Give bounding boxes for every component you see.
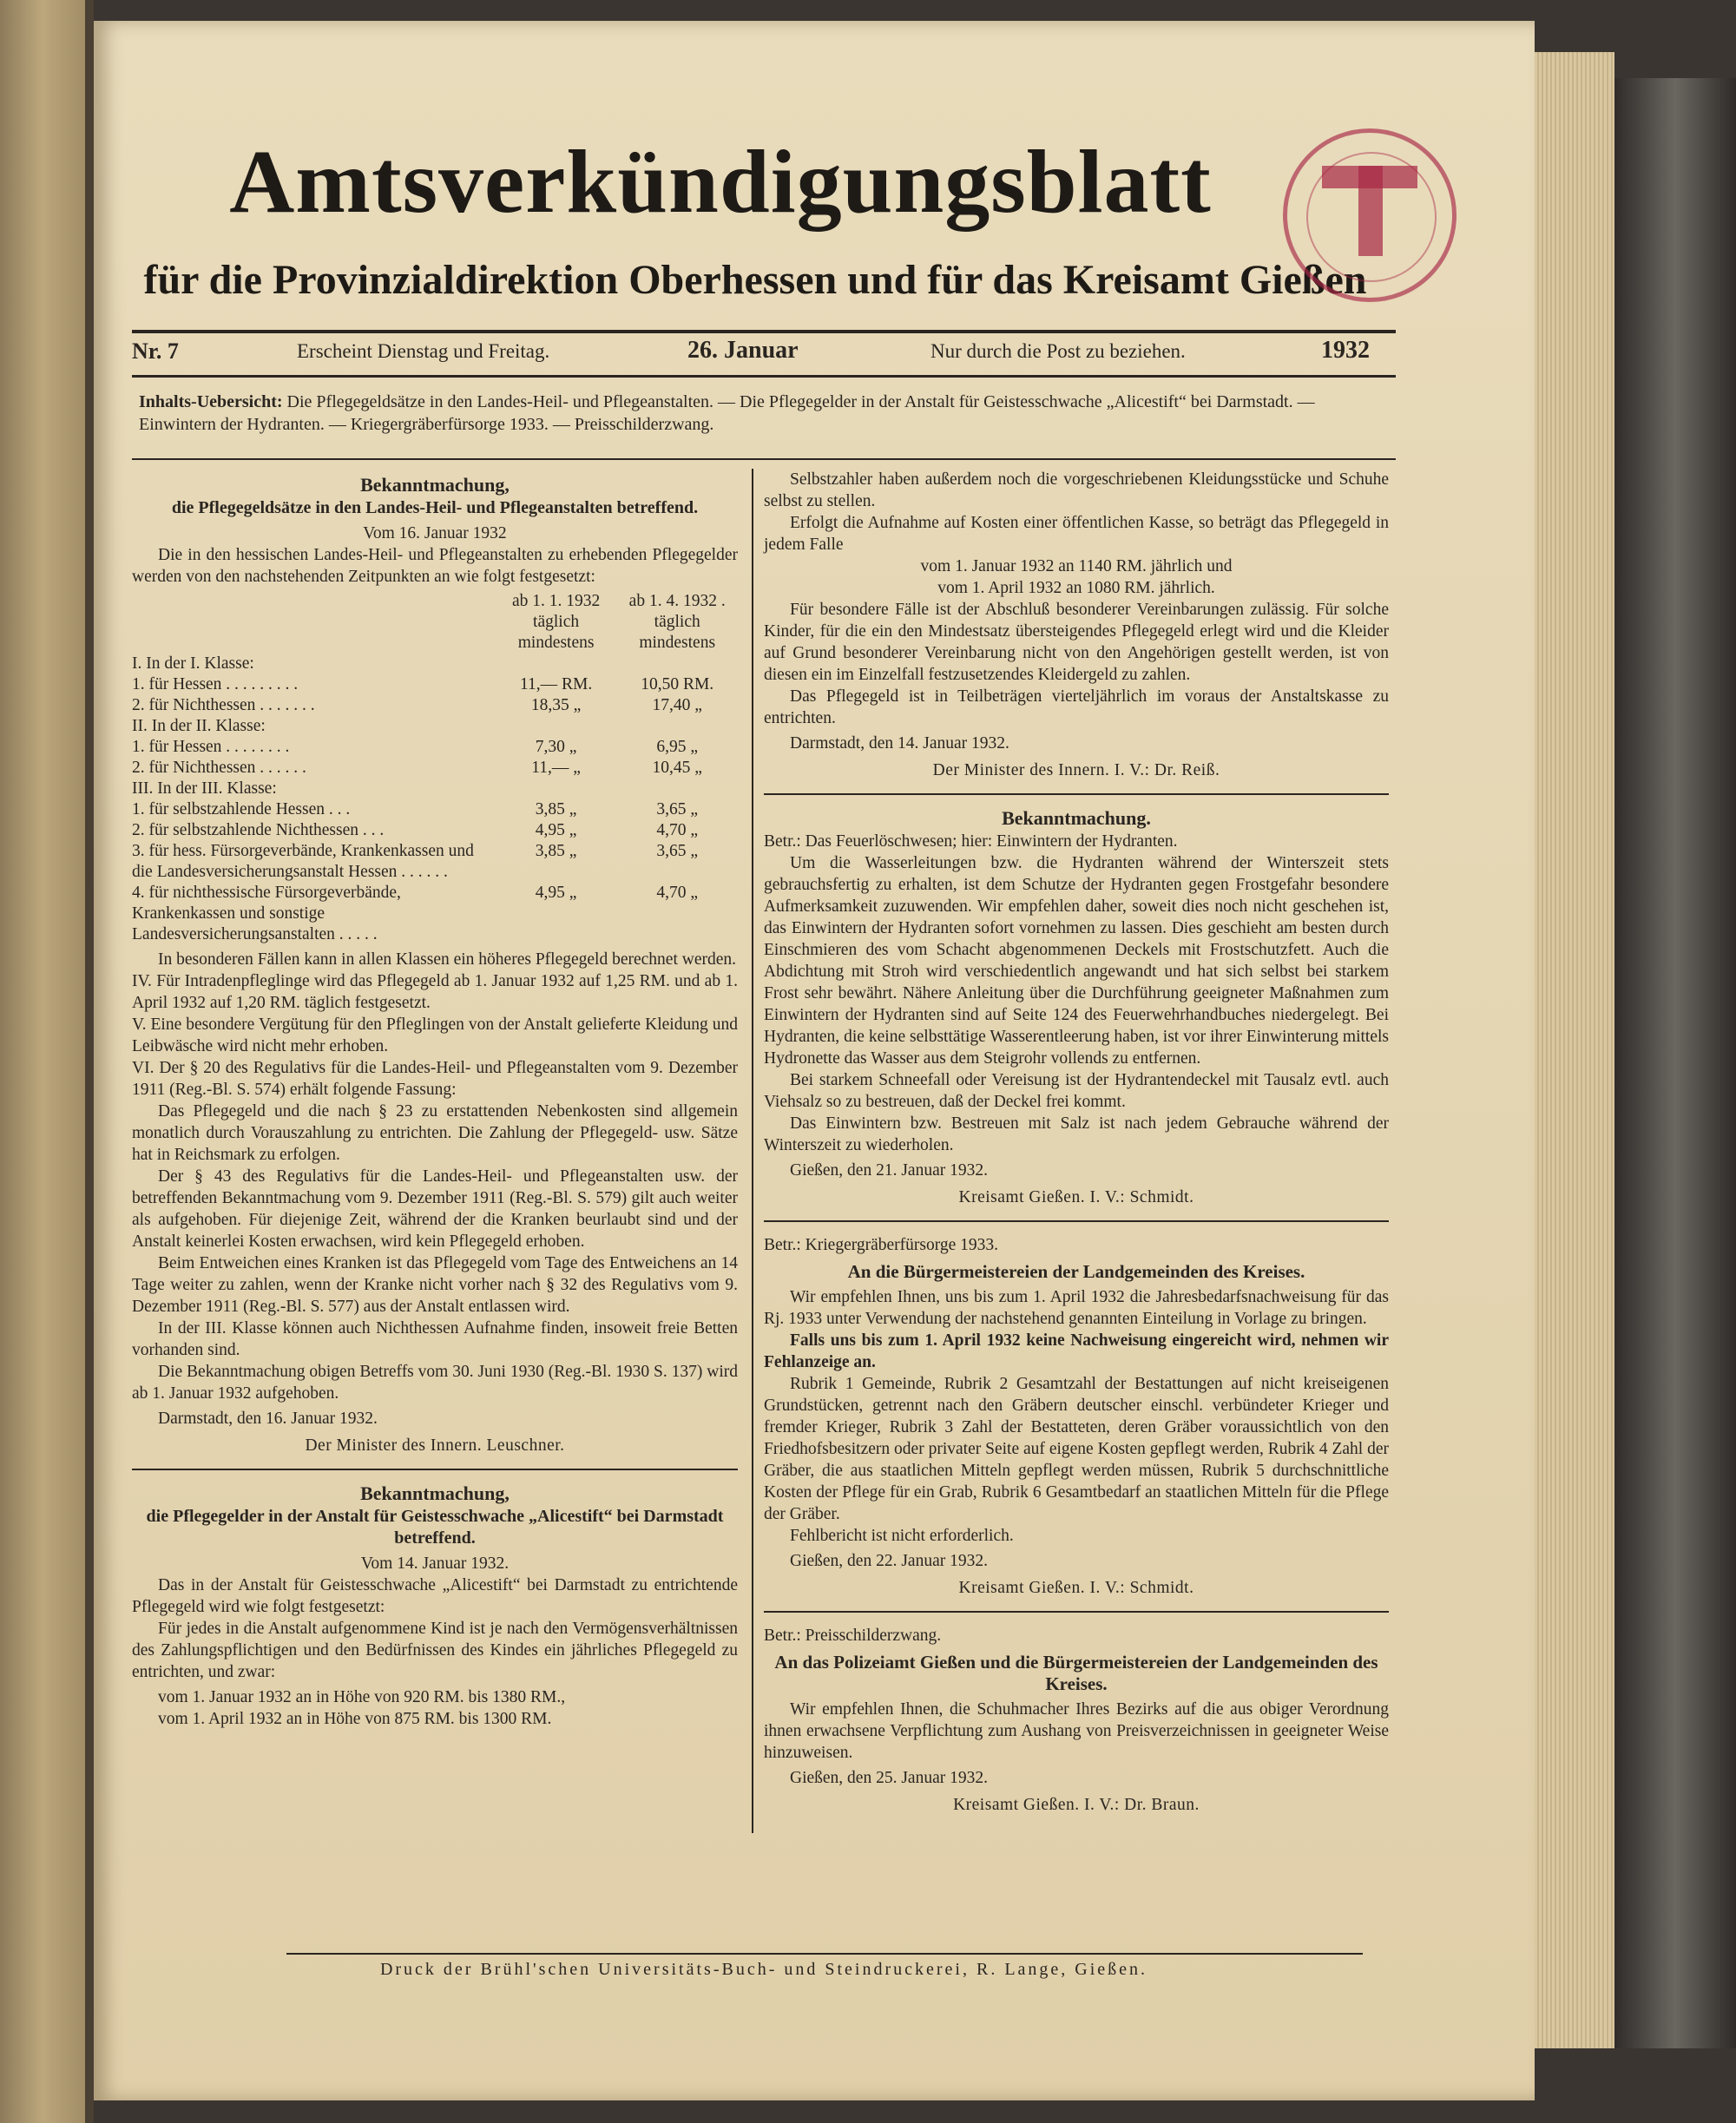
notice3-signature: Kreisamt Gießen. I. V.: Schmidt.	[958, 1188, 1194, 1206]
tariff-value-1932-01: 18,35 „	[530, 696, 582, 714]
notice4-subject: Betr.: Kriegergräberfürsorge 1933.	[764, 1236, 999, 1254]
notice2-rate1: vom 1. Januar 1932 an in Höhe von 920 RM. bis 1380 RM.,	[158, 1688, 566, 1706]
issue-distribution: Nur durch die Post zu beziehen.	[930, 340, 1186, 362]
issue-frequency: Erscheint Dienstag und Freitag.	[297, 340, 550, 362]
tariff-row	[132, 654, 738, 674]
notice4-p1: Wir empfehlen Ihnen, uns bis zum 1. April 1932 die Jahresbedarfsnachweisung für das Rj. 1933 unter Verwendung der nachstehend genannten Einteilung in Vorlage zu bringen.	[764, 1288, 1389, 1328]
cont-p4: Das Pflegegeld ist in Teilbeträgen vierteljährlich im voraus der Anstaltskasse zu entrichten.	[764, 687, 1389, 727]
tariff-value-1932-04	[616, 654, 738, 674]
notice1-date: Vom 16. Januar 1932	[363, 524, 507, 542]
notice1-vi-p1: Das Pflegegeld und die nach § 23 zu erstattenden Nebenkosten sind allgemein monatlich durch Vorauszahlung zu entrichten. Die Zahlung der Pflegegeld- usw. Sätze hat in Reichsmark zu erfolgen.	[132, 1102, 738, 1164]
notice4-place-date: Gießen, den 22. Januar 1932.	[790, 1552, 988, 1570]
tariff-value-1932-04: 6,95 „	[656, 738, 699, 756]
facing-page	[0, 0, 94, 2123]
tariff-value-1932-01	[496, 716, 617, 737]
masthead-rule-top	[132, 330, 1396, 333]
tariff-row	[132, 799, 738, 820]
notice-divider	[764, 1220, 1389, 1222]
tariff-value-1932-04: 3,65 „	[656, 800, 699, 818]
tariff-row	[132, 716, 738, 737]
tariff-col1-header: ab 1. 1. 1932 täglich mindestens	[511, 592, 601, 652]
notice1-heading: Bekanntmachung,	[360, 474, 510, 496]
notice3-p1: Um die Wasserleitungen bzw. die Hydranten während der Winterszeit stets gebrauchsfertig zu erhalten, ist dem Schutze der Hydranten gegen Frostgefahr besondere Aufmerksamkeit zuzuwenden. Wir empfehlen daher, soweit dies noch nicht geschehen ist, das Einwintern der Hydranten sofort vornehmen zu lassen. Dies geschieht am besten durch Einschmieren des vom Schacht abgenommenen Deckels mit Frostschutzfett. Auch die Abdichtung mit Stroh wird verschiedentlich angewandt und hat sich selbst bei starkem Frost sehr bewährt. Nähere Anleitung über die Durchführung geeigneter Maßnahmen zum Einwintern der Hydranten sind auf Seite 124 des Feuerwehrhandbuches niedergelegt. Bei Hydranten, die keine selbsttätige Wasserentleerung haben, ist vor ihrer Einwinterung mittels Hydronette das Wasser aus dem Steigrohr vollends zu entfernen.	[764, 854, 1389, 1068]
notice-divider	[764, 793, 1389, 795]
notice5-signature: Kreisamt Gießen. I. V.: Dr. Braun.	[953, 1796, 1200, 1814]
tariff-label: III. In der III. Klasse:	[132, 779, 277, 798]
cont-rate1: vom 1. Januar 1932 an 1140 RM. jährlich und	[920, 557, 1233, 575]
tariff-value-1932-04	[616, 779, 738, 799]
cont-place-date: Darmstadt, den 14. Januar 1932.	[790, 734, 1009, 753]
tariff-label: 2. für selbstzahlende Nichthessen . . .	[132, 821, 385, 839]
masthead-rule-bottom	[132, 375, 1396, 378]
cont-p3: Für besondere Fälle ist der Abschluß besonderer Vereinbarungen zulässig. Für solche Kinder, für die ein den Mindestsatz übersteigendes Pflegegeld erlegt wird und die Kleider auf Grund besonderer Vereinbarung nicht von den Angehörigen gestellt werden, ist von diesen ein im Einzelfall festzusetzendes Kleidergeld zu zahlen.	[764, 601, 1389, 684]
notice2-p1: Das in der Anstalt für Geistesschwache „Alicestift“ bei Darmstadt zu entrichtende Pflegegeld wird wie folgt festgesetzt:	[132, 1576, 738, 1616]
table-of-contents	[139, 391, 1389, 436]
tariff-value-1932-01	[496, 654, 617, 674]
tariff-value-1932-01: 11,— RM.	[519, 675, 593, 693]
notice4-p2: Falls uns bis zum 1. April 1932 keine Nachweisung eingereicht wird, nehmen wir Fehlanzeige an.	[764, 1331, 1389, 1371]
tariff-table	[132, 591, 738, 945]
tariff-label: 3. für hess. Fürsorgeverbände, Krankenkassen und die Landesversicherungsanstalt Hessen . . . . . .	[132, 842, 474, 881]
notice4-p4: Fehlbericht ist nicht erforderlich.	[790, 1527, 1014, 1545]
book-binding	[1614, 78, 1736, 2048]
tariff-value-1932-01: 3,85 „	[535, 800, 577, 818]
notice2-date: Vom 14. Januar 1932.	[360, 1554, 510, 1573]
tariff-row	[132, 779, 738, 799]
notice2-p2: Für jedes in die Anstalt aufgenommene Kind ist je nach den Vermögensverhältnissen des Zahlungspflichtigen und den Bedürfnissen des Kindes ein jährliches Pflegegeld zu entrichten, und zwar:	[132, 1620, 738, 1681]
toc-text: Die Pflegegeldsätze in den Landes-Heil- und Pflegeanstalten. — Die Pflegegelder in der Anstalt für Geistesschwache „Alicestift“ bei Darmstadt. — Einwintern der Hydranten. — Kriegergräberfürsorge 1933. — Preisschilderzwang.	[139, 392, 1315, 434]
notice1-signature: Der Minister des Innern. Leuschner.	[305, 1436, 565, 1455]
issue-date: 26. Januar	[687, 337, 799, 364]
tariff-row	[132, 695, 738, 716]
printer-imprint: Druck der Brühl'schen Universitäts-Buch- und Steindruckerei, R. Lange, Gießen.	[379, 1960, 1148, 1979]
tariff-value-1932-01: 4,95 „	[535, 821, 577, 839]
notice1-special: In besonderen Fällen kann in allen Klassen ein höheres Pflegegeld berechnet werden.	[158, 950, 737, 969]
tariff-label: 1. für selbstzahlende Hessen . . .	[132, 800, 351, 818]
notice3-heading: Bekanntmachung.	[1002, 807, 1151, 829]
tariff-value-1932-01: 4,95 „	[535, 884, 577, 902]
notice1-place-date: Darmstadt, den 16. Januar 1932.	[158, 1410, 378, 1428]
issue-number: Nr. 7	[132, 338, 179, 364]
tariff-value-1932-04: 17,40 „	[652, 696, 702, 714]
tariff-label: I. In der I. Klasse:	[132, 654, 254, 673]
tariff-value-1932-04: 4,70 „	[656, 821, 699, 839]
notice5-subject: Betr.: Preisschilderzwang.	[764, 1627, 942, 1645]
notice3-p3: Das Einwintern bzw. Bestreuen mit Salz ist nach jedem Gebrauche während der Winterszeit zu wiederholen.	[764, 1114, 1389, 1154]
notice1-vi-p4: In der III. Klasse können auch Nichthessen Aufnahme finden, insoweit freie Betten vorhanden sind.	[132, 1319, 738, 1359]
tariff-row	[132, 737, 738, 758]
tariff-value-1932-01	[496, 779, 617, 799]
cont-signature: Der Minister des Innern. I. V.: Dr. Reiß.	[932, 761, 1220, 779]
tariff-value-1932-01: 3,85 „	[535, 842, 577, 860]
tariff-row	[132, 674, 738, 695]
tariff-value-1932-04: 3,65 „	[656, 842, 699, 860]
issue-year: 1932	[1321, 337, 1370, 364]
tariff-row	[132, 820, 738, 841]
page-stack-edge	[1535, 52, 1614, 2048]
notice5-heading: An das Polizeiamt Gießen und die Bürgermeistereien der Landgemeinden des Kreises.	[774, 1652, 1378, 1694]
notice3-p2: Bei starkem Schneefall oder Vereisung ist der Hydrantendeckel mit Tausalz evtl. auch Viehsalz so zu bestreuen, daß der Deckel frei kommt.	[764, 1071, 1389, 1111]
tariff-row	[132, 841, 738, 883]
toc-rule	[132, 458, 1396, 460]
notice2-rate2: vom 1. April 1932 an in Höhe von 875 RM. bis 1300 RM.	[158, 1710, 552, 1728]
notice1-section-vi: VI. Der § 20 des Regulativs für die Landes-Heil- und Pflegeanstalten vom 9. Dezember 1911 (Reg.-Bl. S. 574) erhält folgende Fassung:	[132, 1059, 738, 1099]
column-separator	[752, 469, 753, 1833]
masthead-subtitle: für die Provinzialdirektion Oberhessen und für das Kreisamt Gießen	[143, 257, 1367, 303]
notice3-place-date: Gießen, den 21. Januar 1932.	[790, 1161, 988, 1180]
library-stamp	[1283, 128, 1457, 302]
tariff-row	[132, 883, 738, 945]
right-column	[764, 469, 1389, 1816]
tariff-col2-header: ab 1. 4. 1932 . täglich mindestens	[628, 592, 726, 652]
notice2-heading: Bekanntmachung,	[360, 1482, 510, 1504]
notice5-place-date: Gießen, den 25. Januar 1932.	[790, 1769, 988, 1787]
notice1-section-iv: IV. Für Intradenpfleglinge wird das Pflegegeld ab 1. Januar 1932 auf 1,25 RM. und ab 1. April 1932 auf 1,20 RM. täglich festgesetzt.	[132, 972, 738, 1012]
notice4-p3: Rubrik 1 Gemeinde, Rubrik 2 Gesamtzahl der Bestattungen auf nicht kreiseigenen Grundstücken, getrennt nach den Gräbern deutscher einschl. verbündeter Krieger und fremder Krieger, Rubrik 3 Zahl der Bestatteten, deren Gräber voraussichtlich von den Friedhofsbesitzern oder privater Seite auf eigene Kosten gepflegt werden, Rubrik 4 Zahl der Gräber, die aus staatlichen Mitteln gepflegt werden müssen, Rubrik 5 durchschnittliche Kosten der Pflege für ein Grab, Rubrik 6 Gesamtbedarf an staatlichen Mitteln für die Pflege der Gräber.	[764, 1375, 1389, 1523]
tariff-value-1932-01: 11,— „	[531, 759, 581, 777]
tariff-label: 2. für Nichthessen . . . . . .	[132, 759, 306, 777]
tariff-value-1932-04: 4,70 „	[656, 884, 699, 902]
notice-divider	[764, 1611, 1389, 1613]
tariff-label: 4. für nichthessische Fürsorgeverbände, Krankenkassen und sonstige Landesversicherungsanstalten . . . . .	[132, 884, 401, 943]
tariff-header-row	[132, 591, 738, 654]
notice1-section-v: V. Eine besondere Vergütung für den Pfleglingen von der Anstalt gelieferte Kleidung und Leibwäsche wird nicht mehr erhoben.	[132, 1015, 738, 1055]
cont-rate2: vom 1. April 1932 an 1080 RM. jährlich.	[937, 579, 1215, 597]
tariff-row	[132, 758, 738, 779]
tariff-value-1932-01: 7,30 „	[535, 738, 577, 756]
cont-p1: Selbstzahler haben außerdem noch die vorgeschriebenen Kleidungsstücke und Schuhe selbst zu stellen.	[764, 470, 1389, 510]
notice1-vi-p2: Der § 43 des Regulativs für die Landes-Heil- und Pflegeanstalten usw. der betreffenden Bekanntmachung vom 9. Dezember 1911 (Reg.-Bl. S. 579) gilt auch weiter als aufgehoben. Für diejenige Zeit, während der die Kranken beurlaubt sind und der Anstalt keinerlei Kosten erwachsen, wird kein Pflegegeld erhoben.	[132, 1167, 738, 1251]
footer-rule	[286, 1953, 1363, 1955]
stamp-tau-cross-icon	[1322, 166, 1417, 261]
tariff-label: 2. für Nichthessen . . . . . . .	[132, 696, 315, 714]
notice-divider	[132, 1469, 738, 1470]
notice1-closing: Die Bekanntmachung obigen Betreffs vom 30. Juni 1930 (Reg.-Bl. 1930 S. 137) wird ab 1. Januar 1932 aufgehoben.	[132, 1363, 738, 1403]
tariff-label: II. In der II. Klasse:	[132, 717, 266, 735]
cont-p2: Erfolgt die Aufnahme auf Kosten einer öffentlichen Kasse, so beträgt das Pflegegeld in jedem Falle	[764, 514, 1389, 554]
tariff-value-1932-04: 10,45 „	[652, 759, 702, 777]
tariff-value-1932-04: 10,50 RM.	[641, 675, 714, 693]
notice1-subheading: die Pflegegeldsätze in den Landes-Heil- und Pflegeanstalten betreffend.	[171, 498, 699, 517]
masthead-title: Amtsverkündigungsblatt	[229, 132, 1212, 232]
facing-page-edge	[85, 0, 94, 2123]
toc-label: Inhalts-Uebersicht:	[139, 392, 283, 411]
notice1-vi-p3: Beim Entweichen eines Kranken ist das Pflegegeld vom Tage des Entweichens an 14 Tage weiter zu zahlen, wenn der Kranke nicht vorher nach § 32 des Regulativs vom 9. Dezember 1911 (Reg.-Bl. S. 577) aus der Anstalt entlassen wird.	[132, 1254, 738, 1316]
tariff-value-1932-04	[616, 716, 738, 737]
notice3-subject: Betr.: Das Feuerlöschwesen; hier: Einwintern der Hydranten.	[764, 832, 1178, 851]
left-column	[132, 469, 738, 1730]
notice1-intro: Die in den hessischen Landes-Heil- und Pflegeanstalten zu erhebenden Pflegegelder werden von den nachstehenden Zeitpunkten an wie folgt festgesetzt:	[132, 546, 738, 586]
notice4-heading: An die Bürgermeistereien der Landgemeinden des Kreises.	[847, 1261, 1305, 1282]
tariff-label: 1. für Hessen . . . . . . . .	[132, 738, 290, 756]
tariff-label: 1. für Hessen . . . . . . . . .	[132, 675, 299, 693]
notice4-signature: Kreisamt Gießen. I. V.: Schmidt.	[958, 1579, 1194, 1597]
issue-info-row	[132, 337, 1396, 375]
notice2-subheading: die Pflegegelder in der Anstalt für Geistesschwache „Alicestift“ bei Darmstadt betreffend.	[146, 1507, 724, 1548]
notice5-p1: Wir empfehlen Ihnen, die Schuhmacher Ihres Bezirks auf die aus obiger Verordnung ihnen erwachsene Verpflichtung zum Aushang von Preisverzeichnissen in geeigneter Weise hinzuweisen.	[764, 1700, 1389, 1762]
